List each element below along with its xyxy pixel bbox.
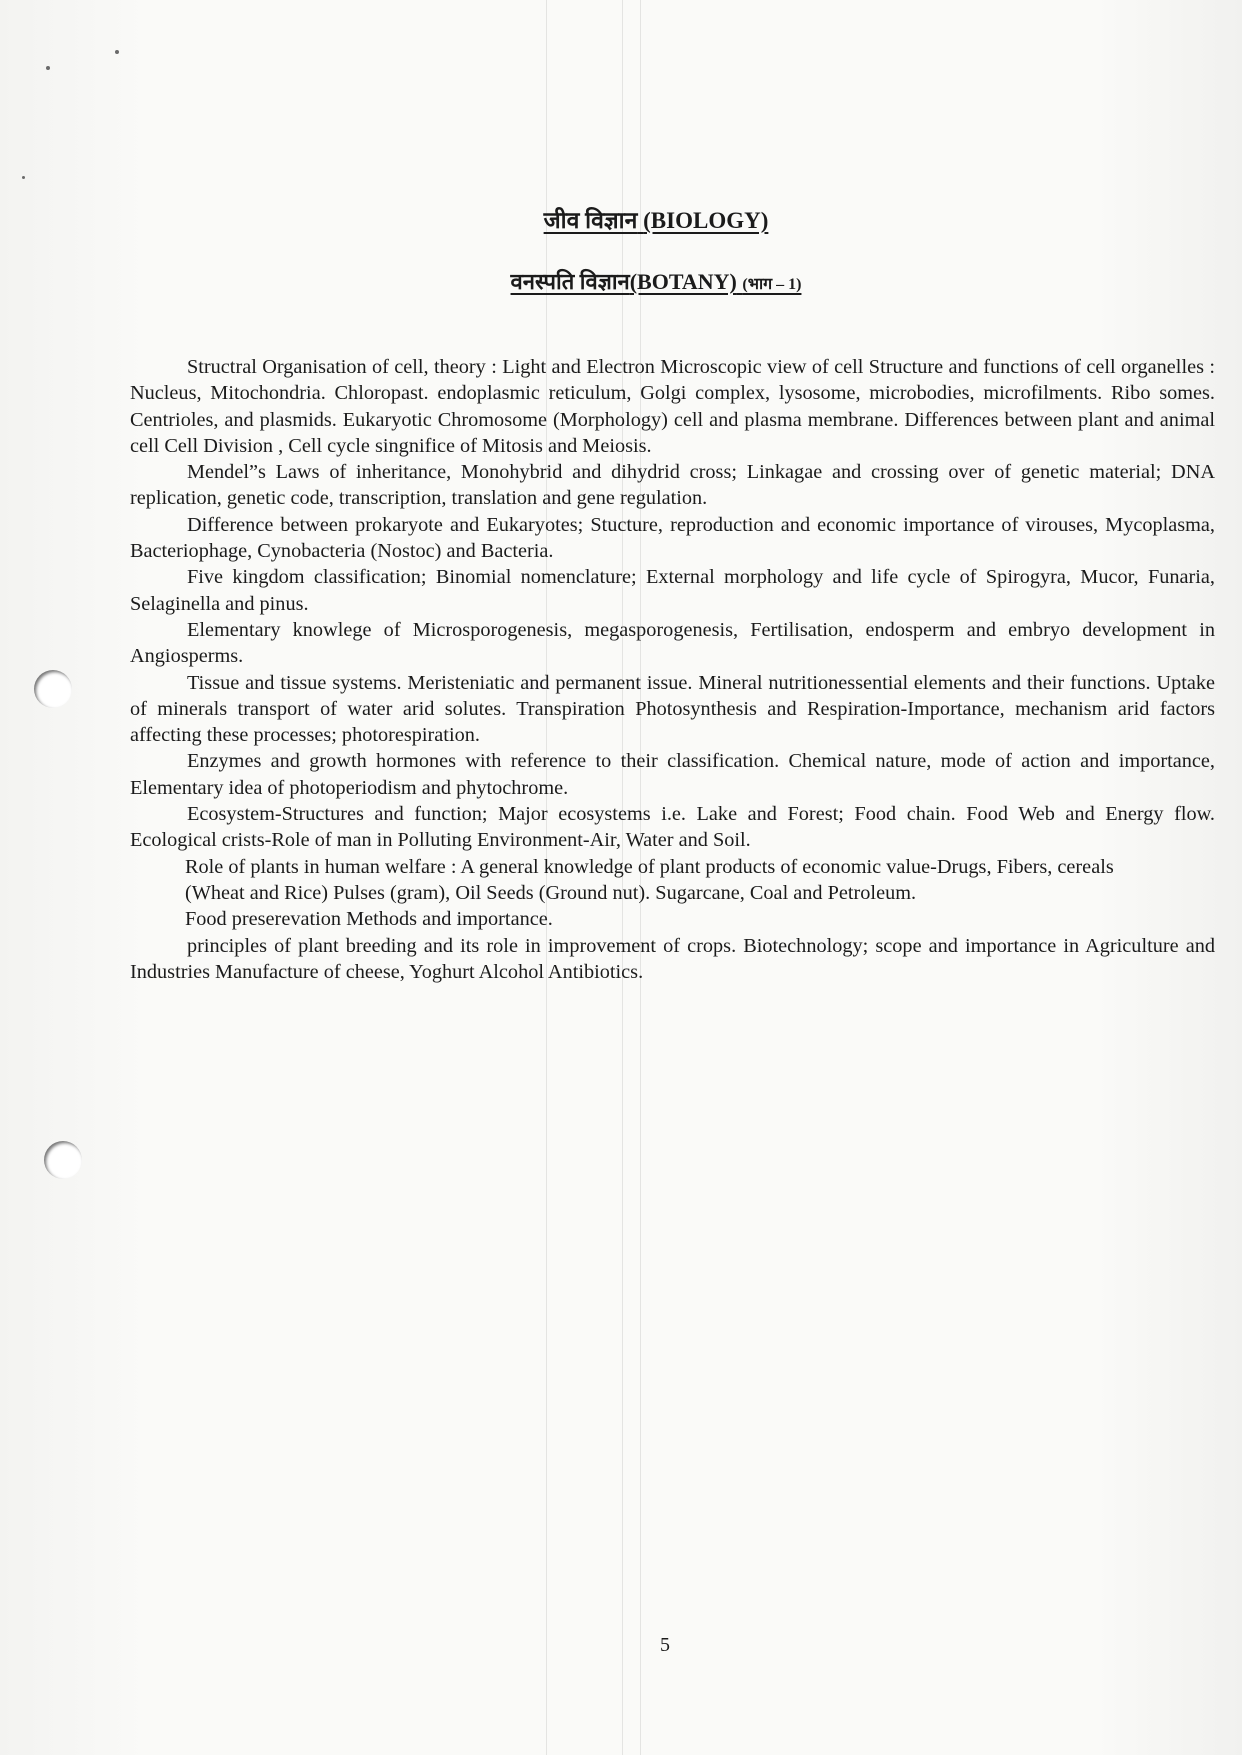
page-number: 5 — [660, 1634, 670, 1656]
page-subtitle — [0, 266, 1242, 296]
paragraph-prokaryotes: Difference between prokaryote and Eukaryotes; Stucture, reproduction and economic importance of virouses, Mycoplasma, Bacteriophage, Cynobacteria (Nostoc) and Bacteria. — [130, 513, 1215, 563]
title-english: (BIOLOGY) — [643, 208, 769, 233]
paragraph-tissues: Tissue and tissue systems. Meristeniatic and permanent issue. Mineral nutritionessential elements and their functions. Uptake of minerals transport of water arid solutes. Transpiration Photosynthesis and Respiration-Importance, mechanism arid factors affecting these processes; photorespiration. — [130, 671, 1215, 747]
paragraph-embryology: Elementary knowlege of Microsporogenesis, megasporogenesis, Fertilisation, endosperm and embryo development in Angiosperms. — [130, 618, 1215, 668]
scan-speck — [115, 50, 119, 54]
paragraph-enzymes: Enzymes and growth hormones with reference to their classification. Chemical nature, mode of action and importance, Elementary idea of photoperiodism and phytochrome. — [130, 750, 1215, 799]
paragraph-genetics: Mendel”s Laws of inheritance, Monohybrid and dihydrid cross; Linkagae and crossing over of genetic material; DNA replication, genetic code, transcription, translation and gene regulation. — [130, 461, 1215, 510]
paragraph-plant-breeding: principles of plant breeding and its role in improvement of crops. Biotechnology; scope and importance in Agriculture and Industries Manufacture of cheese, Yoghurt Alcohol Antibiotics. — [130, 934, 1215, 983]
paragraph-ecosystem: Ecosystem-Structures and function; Major ecosystems i.e. Lake and Forest; Food chain. Food Web and Energy flow. Ecological crists-Role of man in Polluting Environment-Air, Water and Soil. — [130, 803, 1215, 852]
syllabus-body — [130, 354, 1215, 985]
punch-hole — [34, 670, 72, 708]
title-hindi: जीव विज्ञान — [543, 208, 638, 233]
subtitle-hindi: वनस्पति विज्ञान — [510, 269, 630, 294]
subtitle-english: (BOTANY) — [629, 269, 737, 294]
paragraph-classification: Five kingdom classification; Binomial nomenclature; External morphology and life cycle of Spirogyra, Mucor, Funaria, Selaginella and pinus. — [130, 566, 1215, 615]
paragraph-cell-structure: Structral Organisation of cell, theory : Light and Electron Microscopic view of cell Structure and functions of cell organelles : Nucleus, Mitochondria. Chloropast. endoplasmic reticulum, Golgi complex, lysosome, microbodies, microfilments. Ribo somes. Centrioles, and plasmids. Eukaryotic Chromosome (Morphology) cell and plasma membrane. Differences between plant and animal cell Cell Division , Cell cycle singnifice of Mitosis and Meiosis. — [130, 356, 1215, 457]
paragraph-crops: (Wheat and Rice) Pulses (gram), Oil Seeds (Ground nut). Sugarcane, Coal and Petroleum. — [185, 881, 917, 904]
page-title — [0, 203, 1242, 235]
scan-speck — [22, 176, 25, 179]
paragraph-food-preservation: Food preserevation Methods and importance. — [185, 908, 553, 931]
subtitle-part: (भाग – 1) — [742, 276, 802, 293]
punch-hole — [44, 1141, 82, 1179]
scan-speck — [46, 66, 50, 70]
paragraph-human-welfare: Role of plants in human welfare : A general knowledge of plant products of economic value-Drugs, Fibers, cereals — [185, 855, 1114, 878]
